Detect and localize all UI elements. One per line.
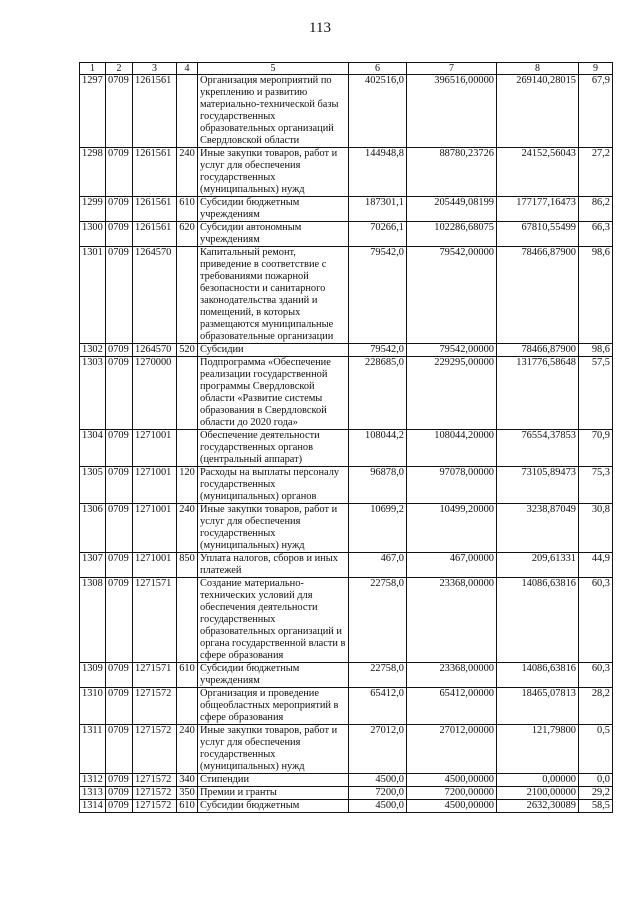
percent-cell: 57,5	[579, 357, 613, 430]
percent-cell: 0,0	[579, 774, 613, 787]
refined-plan-cell: 79542,00000	[407, 247, 497, 344]
table-header-row	[80, 63, 613, 75]
header-cell: 1	[80, 63, 106, 75]
refined-plan-cell: 396516,00000	[407, 75, 497, 148]
plan-cell: 467,0	[349, 553, 407, 578]
expense-type-cell	[177, 688, 198, 725]
target-article-cell: 1271572	[133, 787, 177, 800]
expense-type-cell: 240	[177, 504, 198, 553]
expense-type-cell: 620	[177, 222, 198, 247]
description-cell: Субсидии бюджетным учреждениям	[198, 197, 349, 222]
refined-plan-cell: 88780,23726	[407, 148, 497, 197]
section-code-cell: 0709	[106, 222, 133, 247]
row-number-cell: 1303	[80, 357, 106, 430]
expense-type-cell: 120	[177, 467, 198, 504]
refined-plan-cell: 10499,20000	[407, 504, 497, 553]
description-cell: Иные закупки товаров, работ и услуг для обеспечения государственных (муниципальных) нужд	[198, 725, 349, 774]
percent-cell: 67,9	[579, 75, 613, 148]
row-number-cell: 1304	[80, 430, 106, 467]
percent-cell: 44,9	[579, 553, 613, 578]
row-number-cell: 1310	[80, 688, 106, 725]
target-article-cell: 1271572	[133, 774, 177, 787]
description-cell: Субсидии	[198, 344, 349, 357]
target-article-cell: 1271001	[133, 504, 177, 553]
table-row	[80, 553, 613, 578]
target-article-cell: 1271572	[133, 800, 177, 813]
refined-plan-cell: 23368,00000	[407, 578, 497, 663]
table-row	[80, 688, 613, 725]
expense-type-cell: 240	[177, 148, 198, 197]
percent-cell: 98,6	[579, 344, 613, 357]
target-article-cell: 1261561	[133, 75, 177, 148]
table-body	[80, 75, 613, 813]
expense-type-cell: 340	[177, 774, 198, 787]
refined-plan-cell: 79542,00000	[407, 344, 497, 357]
description-cell: Иные закупки товаров, работ и услуг для обеспечения государственных (муниципальных) нужд	[198, 504, 349, 553]
table-row	[80, 75, 613, 148]
percent-cell: 0,5	[579, 725, 613, 774]
refined-plan-cell: 23368,00000	[407, 663, 497, 688]
refined-plan-cell: 108044,20000	[407, 430, 497, 467]
section-code-cell: 0709	[106, 344, 133, 357]
row-number-cell: 1313	[80, 787, 106, 800]
table-row	[80, 148, 613, 197]
description-cell: Подпрограмма «Обеспечение реализации государственной программы Свердловской области «Развитие системы образования в Свердловской области до 2020 года»	[198, 357, 349, 430]
page-number: 113	[309, 20, 331, 36]
description-cell: Субсидии автономным учреждениям	[198, 222, 349, 247]
target-article-cell: 1264570	[133, 344, 177, 357]
table-row	[80, 663, 613, 688]
table-row	[80, 357, 613, 430]
percent-cell: 70,9	[579, 430, 613, 467]
table-row	[80, 430, 613, 467]
refined-plan-cell: 229295,00000	[407, 357, 497, 430]
budget-table	[79, 62, 613, 813]
executed-cell: 269140,28015	[497, 75, 579, 148]
refined-plan-cell: 27012,00000	[407, 725, 497, 774]
expense-type-cell: 240	[177, 725, 198, 774]
executed-cell: 78466,87900	[497, 344, 579, 357]
expense-type-cell: 520	[177, 344, 198, 357]
row-number-cell: 1311	[80, 725, 106, 774]
section-code-cell: 0709	[106, 663, 133, 688]
plan-cell: 187301,1	[349, 197, 407, 222]
section-code-cell: 0709	[106, 504, 133, 553]
plan-cell: 27012,0	[349, 725, 407, 774]
target-article-cell: 1271571	[133, 578, 177, 663]
percent-cell: 30,8	[579, 504, 613, 553]
header-cell: 5	[198, 63, 349, 75]
refined-plan-cell: 467,00000	[407, 553, 497, 578]
percent-cell: 66,3	[579, 222, 613, 247]
target-article-cell: 1271001	[133, 553, 177, 578]
executed-cell: 24152,56043	[497, 148, 579, 197]
row-number-cell: 1298	[80, 148, 106, 197]
description-cell: Стипендии	[198, 774, 349, 787]
plan-cell: 70266,1	[349, 222, 407, 247]
expense-type-cell	[177, 578, 198, 663]
percent-cell: 29,2	[579, 787, 613, 800]
target-article-cell: 1270000	[133, 357, 177, 430]
table-row	[80, 504, 613, 553]
expense-type-cell: 610	[177, 800, 198, 813]
description-cell: Субсидии бюджетным учреждениям	[198, 663, 349, 688]
executed-cell: 2632,30089	[497, 800, 579, 813]
percent-cell: 60,3	[579, 578, 613, 663]
description-cell: Субсидии бюджетным	[198, 800, 349, 813]
percent-cell: 27,2	[579, 148, 613, 197]
header-cell: 3	[133, 63, 177, 75]
table-row	[80, 467, 613, 504]
header-cell: 4	[177, 63, 198, 75]
description-cell: Премии и гранты	[198, 787, 349, 800]
section-code-cell: 0709	[106, 553, 133, 578]
refined-plan-cell: 7200,00000	[407, 787, 497, 800]
row-number-cell: 1305	[80, 467, 106, 504]
row-number-cell: 1309	[80, 663, 106, 688]
plan-cell: 65412,0	[349, 688, 407, 725]
expense-type-cell: 350	[177, 787, 198, 800]
row-number-cell: 1308	[80, 578, 106, 663]
executed-cell: 131776,58648	[497, 357, 579, 430]
table-row	[80, 774, 613, 787]
plan-cell: 79542,0	[349, 247, 407, 344]
target-article-cell: 1271572	[133, 688, 177, 725]
plan-cell: 7200,0	[349, 787, 407, 800]
header-cell: 6	[349, 63, 407, 75]
table-row	[80, 800, 613, 813]
section-code-cell: 0709	[106, 197, 133, 222]
description-cell: Создание материально-технических условий для обеспечения деятельности государственных образовательных организаций и органа государственной власти в сфере образования	[198, 578, 349, 663]
plan-cell: 108044,2	[349, 430, 407, 467]
description-cell: Капитальный ремонт, приведение в соответствие с требованиями пожарной безопасности и санитарного законодательства зданий и помещений, в которых размещаются муниципальные образовательные организации	[198, 247, 349, 344]
header-cell: 9	[579, 63, 613, 75]
expense-type-cell	[177, 247, 198, 344]
executed-cell: 2100,00000	[497, 787, 579, 800]
executed-cell: 177177,16473	[497, 197, 579, 222]
executed-cell: 14086,63816	[497, 663, 579, 688]
expense-type-cell: 850	[177, 553, 198, 578]
plan-cell: 22758,0	[349, 578, 407, 663]
table-row	[80, 344, 613, 357]
plan-cell: 96878,0	[349, 467, 407, 504]
executed-cell: 73105,89473	[497, 467, 579, 504]
refined-plan-cell: 97078,00000	[407, 467, 497, 504]
percent-cell: 98,6	[579, 247, 613, 344]
executed-cell: 14086,63816	[497, 578, 579, 663]
section-code-cell: 0709	[106, 725, 133, 774]
refined-plan-cell: 4500,00000	[407, 800, 497, 813]
description-cell: Расходы на выплаты персоналу государственных (муниципальных) органов	[198, 467, 349, 504]
expense-type-cell	[177, 430, 198, 467]
executed-cell: 18465,07813	[497, 688, 579, 725]
section-code-cell: 0709	[106, 75, 133, 148]
table-row	[80, 578, 613, 663]
executed-cell: 78466,87900	[497, 247, 579, 344]
target-article-cell: 1261561	[133, 222, 177, 247]
row-number-cell: 1301	[80, 247, 106, 344]
target-article-cell: 1264570	[133, 247, 177, 344]
section-code-cell: 0709	[106, 148, 133, 197]
section-code-cell: 0709	[106, 357, 133, 430]
target-article-cell: 1271571	[133, 663, 177, 688]
section-code-cell: 0709	[106, 430, 133, 467]
section-code-cell: 0709	[106, 774, 133, 787]
plan-cell: 228685,0	[349, 357, 407, 430]
percent-cell: 86,2	[579, 197, 613, 222]
target-article-cell: 1261561	[133, 197, 177, 222]
percent-cell: 60,3	[579, 663, 613, 688]
refined-plan-cell: 205449,08199	[407, 197, 497, 222]
header-cell: 2	[106, 63, 133, 75]
percent-cell: 28,2	[579, 688, 613, 725]
executed-cell: 76554,37853	[497, 430, 579, 467]
table-row	[80, 222, 613, 247]
expense-type-cell	[177, 75, 198, 148]
executed-cell: 67810,55499	[497, 222, 579, 247]
table-row	[80, 787, 613, 800]
description-cell: Уплата налогов, сборов и иных платежей	[198, 553, 349, 578]
section-code-cell: 0709	[106, 578, 133, 663]
percent-cell: 58,5	[579, 800, 613, 813]
executed-cell: 121,79800	[497, 725, 579, 774]
plan-cell: 402516,0	[349, 75, 407, 148]
executed-cell: 3238,87049	[497, 504, 579, 553]
plan-cell: 4500,0	[349, 774, 407, 787]
plan-cell: 79542,0	[349, 344, 407, 357]
target-article-cell: 1271572	[133, 725, 177, 774]
percent-cell: 75,3	[579, 467, 613, 504]
expense-type-cell: 610	[177, 663, 198, 688]
section-code-cell: 0709	[106, 800, 133, 813]
row-number-cell: 1314	[80, 800, 106, 813]
row-number-cell: 1302	[80, 344, 106, 357]
row-number-cell: 1297	[80, 75, 106, 148]
section-code-cell: 0709	[106, 247, 133, 344]
refined-plan-cell: 65412,00000	[407, 688, 497, 725]
table-row	[80, 197, 613, 222]
description-cell: Организация мероприятий по укреплению и развитию материально-технической базы государственных образовательных организаций Свердловской области	[198, 75, 349, 148]
target-article-cell: 1271001	[133, 467, 177, 504]
description-cell: Иные закупки товаров, работ и услуг для обеспечения государственных (муниципальных) нужд	[198, 148, 349, 197]
description-cell: Обеспечение деятельности государственных органов (центральный аппарат)	[198, 430, 349, 467]
plan-cell: 10699,2	[349, 504, 407, 553]
row-number-cell: 1312	[80, 774, 106, 787]
target-article-cell: 1271001	[133, 430, 177, 467]
executed-cell: 209,61331	[497, 553, 579, 578]
row-number-cell: 1306	[80, 504, 106, 553]
section-code-cell: 0709	[106, 467, 133, 504]
description-cell: Организация и проведение общеобластных мероприятий в сфере образования	[198, 688, 349, 725]
row-number-cell: 1307	[80, 553, 106, 578]
refined-plan-cell: 102286,68075	[407, 222, 497, 247]
row-number-cell: 1300	[80, 222, 106, 247]
table-row	[80, 247, 613, 344]
section-code-cell: 0709	[106, 787, 133, 800]
expense-type-cell: 610	[177, 197, 198, 222]
executed-cell: 0,00000	[497, 774, 579, 787]
header-cell: 8	[497, 63, 579, 75]
target-article-cell: 1261561	[133, 148, 177, 197]
table-row	[80, 725, 613, 774]
row-number-cell: 1299	[80, 197, 106, 222]
refined-plan-cell: 4500,00000	[407, 774, 497, 787]
expense-type-cell	[177, 357, 198, 430]
header-cell: 7	[407, 63, 497, 75]
plan-cell: 4500,0	[349, 800, 407, 813]
section-code-cell: 0709	[106, 688, 133, 725]
plan-cell: 22758,0	[349, 663, 407, 688]
plan-cell: 144948,8	[349, 148, 407, 197]
